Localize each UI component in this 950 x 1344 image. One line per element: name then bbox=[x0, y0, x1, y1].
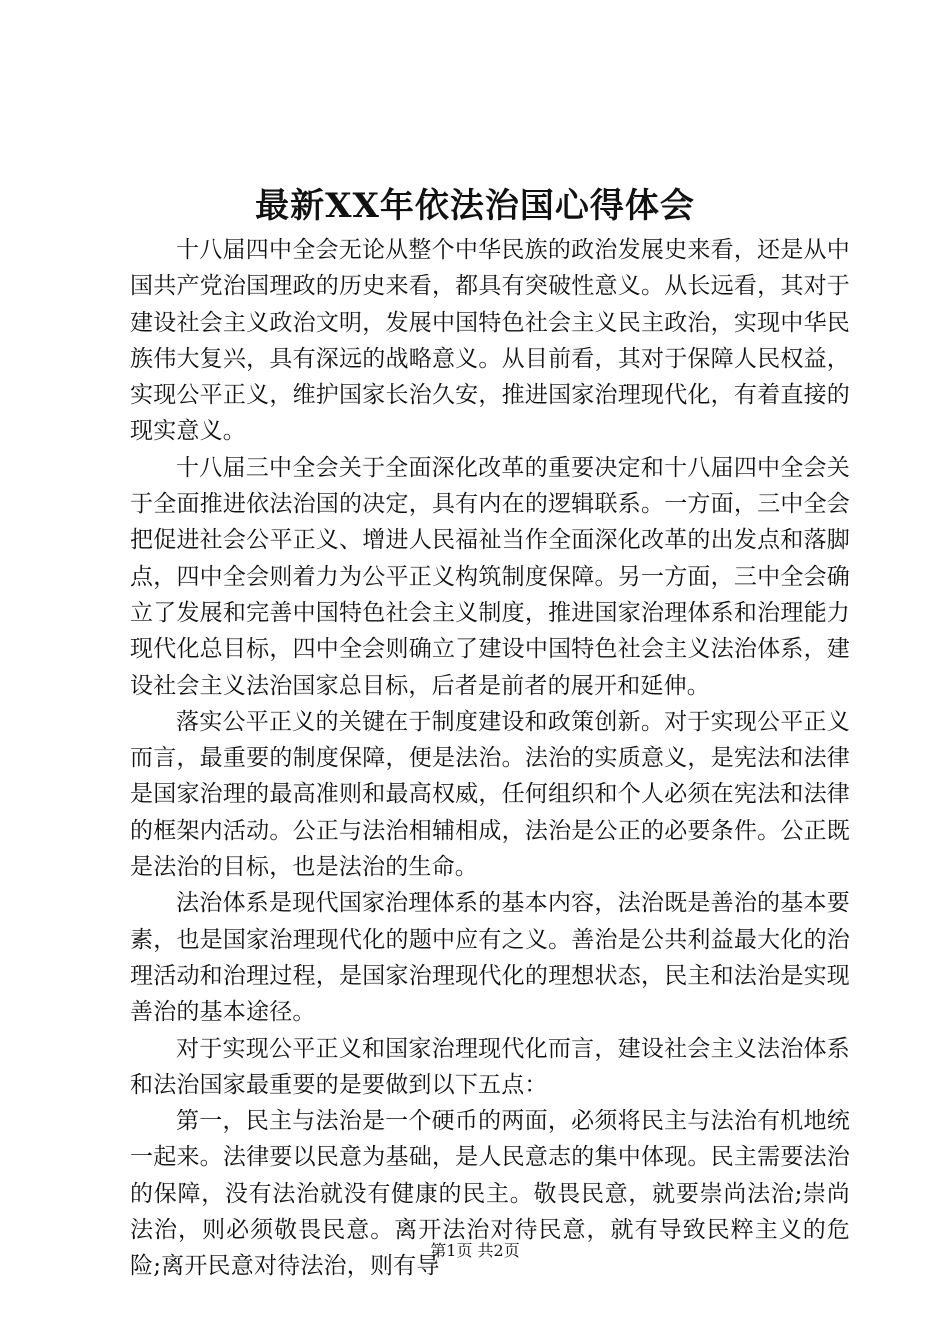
paragraph-5: 对于实现公平正义和国家治理现代化而言，建设社会主义法治体系和法治国家最重要的是要做到以下五点： bbox=[130, 1035, 850, 1098]
paragraph-6: 第一，民主与法治是一个硬币的两面，必须将民主与法治有机地统一起来。法律要以民意为基础，是人民意志的集中体现。民主需要法治的保障，没有法治就没有健康的民主。敬畏民意，就要崇尚法治;崇尚法治，则必须敬畏民意。离开法治对待民意，就有导致民粹主义的危险;离开民意对待法治，则有导 bbox=[130, 1108, 850, 1280]
document-body bbox=[130, 232, 850, 1285]
paragraph-4: 法治体系是现代国家治理体系的基本内容，法治既是善治的基本要素，也是国家治理现代化的题中应有之义。善治是公共利益最大化的治理活动和治理过程，是国家治理现代化的理想状态，民主和法治是实现善治的基本途径。 bbox=[130, 890, 850, 1026]
paragraph-1: 十八届四中全会无论从整个中华民族的政治发展史来看，还是从中国共产党治国理政的历史来看，都具有突破性意义。从长远看，其对于建设社会主义政治文明，发展中国特色社会主义民主政治，实现中华民族伟大复兴，具有深远的战略意义。从目前看，其对于保障人民权益，实现公平正义，维护国家长治久安，推进国家治理现代化，有着直接的现实意义。 bbox=[130, 237, 850, 445]
page-number-footer: 第1页 共2页 bbox=[430, 1241, 520, 1260]
paragraph-2: 十八届三中全会关于全面深化改革的重要决定和十八届四中全会关于全面推进依法治国的决定，具有内在的逻辑联系。一方面，三中全会把促进社会公平正义、增进人民福祉当作全面深化改革的出发点和落脚点，四中全会则着力为公平正义构筑制度保障。另一方面，三中全会确立了发展和完善中国特色社会主义制度，推进国家治理体系和治理能力现代化总目标，四中全会则确立了建设中国特色社会主义法治体系，建设社会主义法治国家总目标，后者是前者的展开和延伸。 bbox=[130, 454, 850, 699]
document-title: 最新XX年依法治国心得体会 bbox=[255, 186, 695, 226]
paragraph-3: 落实公平正义的关键在于制度建设和政策创新。对于实现公平正义而言，最重要的制度保障，便是法治。法治的实质意义，是宪法和法律是国家治理的最高准则和最高权威，任何组织和个人必须在宪法和法律的框架内活动。公正与法治相辅相成，法治是公正的必要条件。公正既是法治的目标，也是法治的生命。 bbox=[130, 708, 850, 881]
